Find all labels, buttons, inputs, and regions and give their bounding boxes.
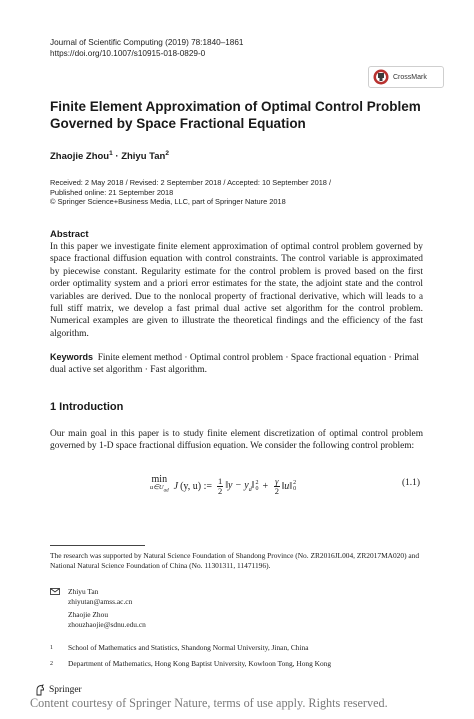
author-separator: · xyxy=(112,151,122,163)
contact-block xyxy=(50,587,146,630)
eq-fraction: $\frac{\gamma}{2}$ xyxy=(274,475,279,496)
publisher-name: Springer xyxy=(49,685,82,695)
eq-args: (y, u) := xyxy=(180,480,212,492)
courtesy-notice: Content courtesy of Springer Nature, terms of use apply. Rights reserved. xyxy=(30,696,388,710)
affiliation-number: 1 xyxy=(50,645,53,651)
eq-fraction: $\frac{1}{2}$ xyxy=(218,475,223,496)
author-affiliation-mark: 2 xyxy=(165,150,169,157)
eq-plus: + xyxy=(262,480,269,492)
affiliation-1 xyxy=(50,643,309,653)
keywords xyxy=(50,351,423,377)
mail-icon xyxy=(50,588,60,595)
affiliation-number: 2 xyxy=(50,661,53,667)
contact-email[interactable]: zhouzhaojie@sdnu.edu.cn xyxy=(68,620,146,629)
author-name[interactable]: Zhaojie Zhou xyxy=(50,151,110,163)
equation-1-1: min $u\in U_{ad}$ J (y, u) := $\frac{1}{2}$ ‖y − $y_d‖$ 2 0 + $\frac{\gamma}{2}$ ‖u‖ 2 0 xyxy=(150,474,297,496)
crossmark-label: CrossMark xyxy=(393,73,427,81)
section-heading: 1 Introduction xyxy=(50,401,124,413)
springer-horse-icon xyxy=(34,684,46,696)
author-list xyxy=(50,150,169,162)
abstract-text: In this paper we investigate finite element approximation of optimal control problem governed by space fractional diffusion equation with control constraints. The control variable is approximated by piecewise constant. Regularity estimate for the control problem is proved based on the first order optimality system and a priori error estimates for the state, the adjoint state and the control variables are derived. Due to the nonlocal property of fractional derivative, which will leads to a full stiff matrix, we develop a fast primal dual active set algorithm for the control problem. Numerical examples are given to illustrate the theoretical findings and the efficiency of the fast algorithm. xyxy=(50,242,423,339)
intro-paragraph: Our main goal in this paper is to study finite element discretization of optimal control problem governed by 1-D space fractional diffusion equation. We consider the following control problem: xyxy=(50,429,423,452)
footnote-rule xyxy=(50,545,145,546)
contact-email[interactable]: zhiyutan@amss.ac.cn xyxy=(68,597,133,606)
funding-note: The research was supported by Natural Science Foundation of Shandong Province (No. ZR2016JL004, ZR2017MA020) and National Natural Science Foundation of China (No. 11301311, 11471196). xyxy=(50,551,420,570)
contact-name: Zhiyu Tan xyxy=(68,587,99,596)
keywords-text: Finite element method · Optimal control problem · Space fractional equation · Primal dual active set algorithm · Fast algorithm. xyxy=(50,353,419,376)
crossmark-badge[interactable] xyxy=(368,66,444,88)
affiliation-text: Department of Mathematics, Hong Kong Baptist University, Kowloon Tong, Hong Kong xyxy=(68,659,332,668)
abstract-heading: Abstract xyxy=(50,229,89,240)
publisher-logo xyxy=(34,684,82,696)
eq-state-norm: ‖y − $y_d‖$ xyxy=(225,479,255,493)
eq-min-operator: min $u\in U_{ad}$ xyxy=(150,474,169,494)
journal-header xyxy=(50,38,243,59)
equation-number: (1.1) xyxy=(402,478,420,488)
journal-citation: Journal of Scientific Computing (2019) 78:1840–1861 xyxy=(50,38,244,47)
author-name[interactable]: Zhiyu Tan xyxy=(121,151,166,163)
eq-control-norm: ‖u‖ xyxy=(281,480,293,492)
affiliation-text: School of Mathematics and Statistics, Shandong Normal University, Jinan, China xyxy=(68,643,309,652)
copyright-line: © Springer Science+Business Media, LLC, part of Springer Nature 2018 xyxy=(50,197,286,206)
article-dates xyxy=(50,178,331,207)
author-affiliation-mark: 1 xyxy=(109,150,113,157)
affiliation-2 xyxy=(50,659,331,669)
keywords-label: Keywords xyxy=(50,352,94,362)
eq-objective: J xyxy=(173,480,179,492)
history-dates: Received: 2 May 2018 / Revised: 2 September 2018 / Accepted: 10 September 2018 / xyxy=(50,178,332,187)
contact-name: Zhaojie Zhou xyxy=(68,610,109,619)
crossmark-icon xyxy=(373,69,389,85)
published-date: Published online: 21 September 2018 xyxy=(50,187,174,197)
doi-link[interactable]: https://doi.org/10.1007/s10915-018-0829-0 xyxy=(50,48,206,58)
article-title: Finite Element Approximation of Optimal Control Problem Governed by Space Fractional Equation xyxy=(50,99,421,131)
